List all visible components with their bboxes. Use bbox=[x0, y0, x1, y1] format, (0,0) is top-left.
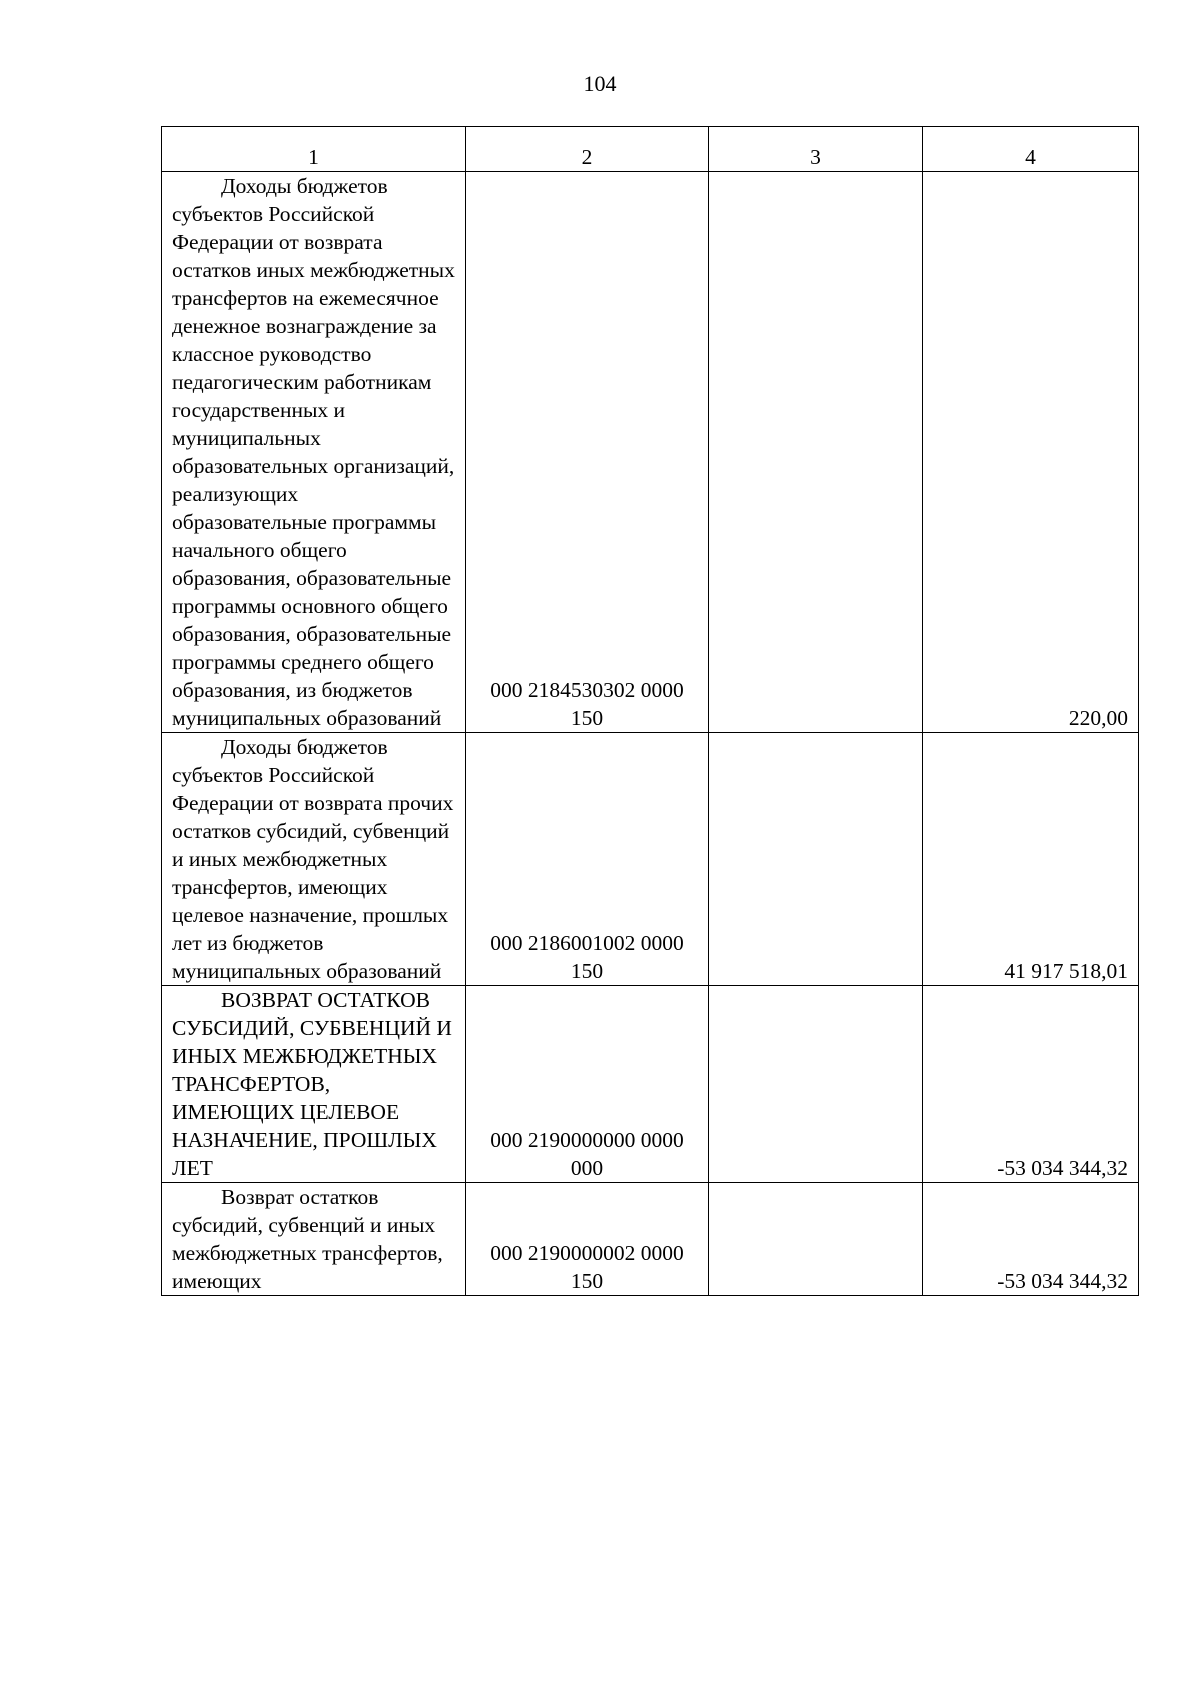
table-row bbox=[162, 733, 1139, 986]
row-description: ВОЗВРАТ ОСТАТКОВ СУБСИДИЙ, СУБВЕНЦИЙ И ИНЫХ МЕЖБЮДЖЕТНЫХ ТРАНСФЕРТОВ, ИМЕЮЩИХ ЦЕЛЕВОЕ НАЗНАЧЕНИЕ, ПРОШЛЫХ ЛЕТ bbox=[162, 986, 466, 1183]
row-amount: -53 034 344,32 bbox=[923, 1183, 1139, 1296]
table-header-row bbox=[162, 127, 1139, 172]
row-col3 bbox=[709, 986, 923, 1183]
table-row bbox=[162, 1183, 1139, 1296]
row-code: 000 2184530302 0000 150 bbox=[466, 172, 709, 733]
budget-table bbox=[161, 126, 1139, 1296]
page-number: 104 bbox=[583, 71, 617, 96]
row-col3 bbox=[709, 172, 923, 733]
column-header-2: 2 bbox=[466, 127, 709, 172]
row-col3 bbox=[709, 1183, 923, 1296]
row-amount: 41 917 518,01 bbox=[923, 733, 1139, 986]
row-description: Доходы бюджетов субъектов Российской Федерации от возврата остатков иных межбюджетных трансфертов на ежемесячное денежное вознаграждение за классное руководство педагогическим работникам государственных и муниципальных образовательных организаций, реализующих образовательные программы начального общего образования, образовательные программы основного общего образования, образовательные программы среднего общего образования, из бюджетов муниципальных образований bbox=[162, 172, 466, 733]
row-description: Возврат остатков субсидий, субвенций и иных межбюджетных трансфертов, имеющих bbox=[162, 1183, 466, 1296]
column-header-1: 1 bbox=[162, 127, 466, 172]
row-code: 000 2190000000 0000 000 bbox=[466, 986, 709, 1183]
column-header-3: 3 bbox=[709, 127, 923, 172]
row-amount: -53 034 344,32 bbox=[923, 986, 1139, 1183]
row-amount: 220,00 bbox=[923, 172, 1139, 733]
row-col3 bbox=[709, 733, 923, 986]
table-row bbox=[162, 986, 1139, 1183]
row-code: 000 2190000002 0000 150 bbox=[466, 1183, 709, 1296]
row-code: 000 2186001002 0000 150 bbox=[466, 733, 709, 986]
table-row bbox=[162, 172, 1139, 733]
column-header-4: 4 bbox=[923, 127, 1139, 172]
row-description: Доходы бюджетов субъектов Российской Федерации от возврата прочих остатков субсидий, субвенций и иных межбюджетных трансфертов, имеющих целевое назначение, прошлых лет из бюджетов муниципальных образований bbox=[162, 733, 466, 986]
